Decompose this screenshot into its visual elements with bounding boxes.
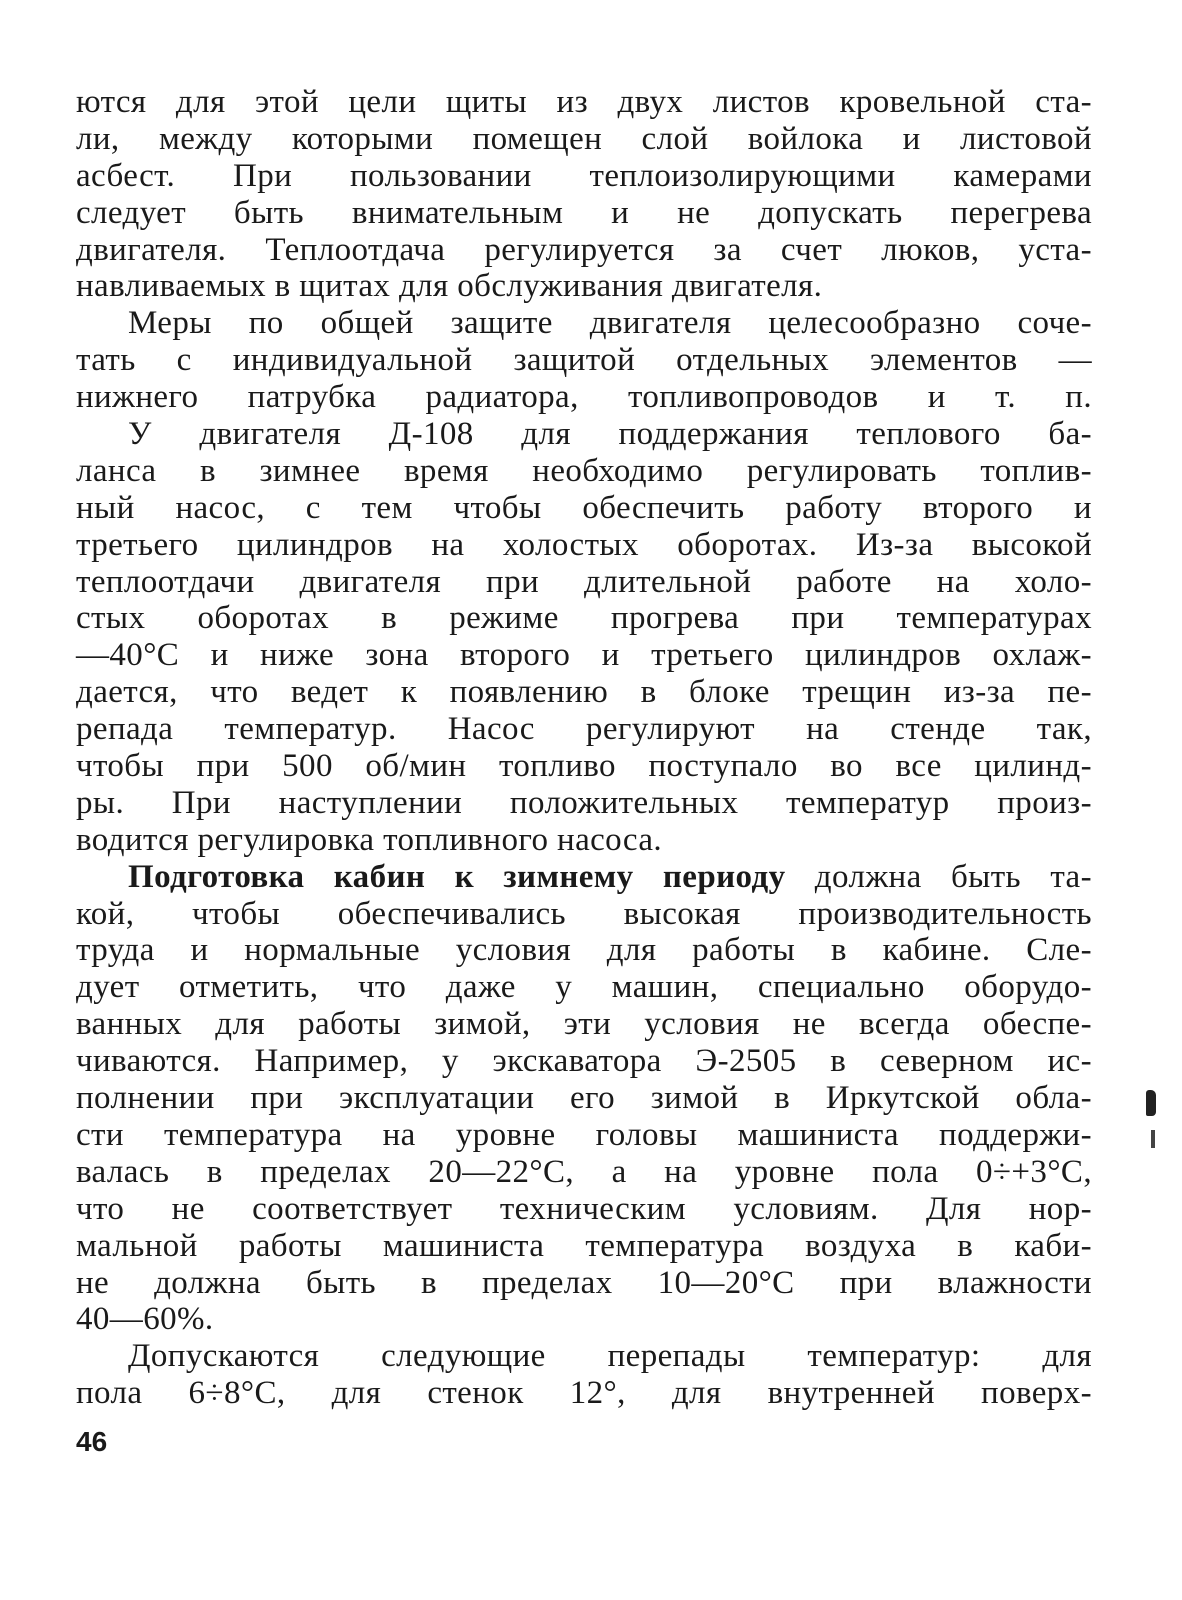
text-line: тать с индивидуальной защитой отдельных элементов — xyxy=(76,342,1092,379)
body-text xyxy=(76,84,1092,1412)
text-line: теплоотдачи двигателя при длительной работе на холо- xyxy=(76,563,1092,600)
text-line: ются для этой цели щиты из двух листов кровельной ста- xyxy=(76,84,1092,120)
text-line: мальной работы машиниста температура воздуха в каби- xyxy=(76,1227,1092,1264)
text-line: ли, между которыми помещен слой войлока и листовой xyxy=(76,120,1092,157)
text-line: пола 6÷8°С, для стенок 12°, для внутренней поверх- xyxy=(76,1375,1092,1412)
text-line: чиваются. Например, у экскаватора Э-2505 в северном ис- xyxy=(76,1043,1092,1080)
text-line: дается, что ведет к появлению в блоке трещин из-за пе- xyxy=(76,674,1092,711)
text-line: кой, чтобы обеспечивались высокая производительность xyxy=(76,895,1092,932)
text-line: асбест. При пользовании теплоизолирующими камерами xyxy=(76,157,1092,194)
text-line: третьего цилиндров на холостых оборотах. Из-за высокой xyxy=(76,526,1092,563)
text-fragment: должна быть та- xyxy=(785,858,1092,895)
text-line: Допускаются следующие перепады температур: для xyxy=(128,1338,1092,1375)
text-line: ный насос, с тем чтобы обеспечить работу второго и xyxy=(76,489,1092,526)
text-line: чтобы при 500 об/мин топливо поступало во все цилинд- xyxy=(76,748,1092,785)
text-line: 40—60%. xyxy=(76,1301,214,1338)
page-number: 46 xyxy=(76,1426,108,1457)
text-line: валась в пределах 20—22°С, а на уровне пола 0÷+3°С, xyxy=(76,1153,1092,1190)
text-line: стых оборотах в режиме прогрева при температурах xyxy=(76,600,1092,637)
text-line: ры. При наступлении положительных температур произ- xyxy=(76,784,1092,821)
text-line: ванных для работы зимой, эти условия не всегда обеспе- xyxy=(76,1006,1092,1043)
text-line: следует быть внимательным и не допускать перегрева xyxy=(76,194,1092,231)
text-line: полнении при эксплуатации его зимой в Иркутской обла- xyxy=(76,1080,1092,1117)
text-line: Меры по общей защите двигателя целесообразно соче- xyxy=(128,305,1092,342)
scan-artifact-mark xyxy=(1151,1130,1155,1148)
text-line: двигателя. Теплоотдача регулируется за счет люков, уста- xyxy=(76,231,1092,268)
text-line: что не соответствует техническим условиям. Для нор- xyxy=(76,1190,1092,1227)
text-line: не должна быть в пределах 10—20°С при влажности xyxy=(76,1264,1092,1301)
text-line xyxy=(76,859,1092,896)
text-line: труда и нормальные условия для работы в кабине. Сле- xyxy=(76,932,1092,969)
text-line: —40°С и ниже зона второго и третьего цилиндров охлаж- xyxy=(76,637,1092,674)
text-line: дует отметить, что даже у машин, специально оборудо- xyxy=(76,969,1092,1006)
text-line: водится регулировка топливного насоса. xyxy=(76,821,663,858)
text-line: навливаемых в щитах для обслуживания двигателя. xyxy=(76,268,823,305)
scan-artifact-mark xyxy=(1146,1090,1156,1116)
text-line: нижнего патрубка радиатора, топливопроводов и т. п. xyxy=(76,379,1092,416)
section-heading-inline: Подготовка кабин к зимнему периоду xyxy=(128,858,786,895)
text-line: У двигателя Д-108 для поддержания теплового ба- xyxy=(128,416,1092,453)
text-line: ланса в зимнее время необходимо регулировать топлив- xyxy=(76,452,1092,489)
text-line: сти температура на уровне головы машиниста поддержи- xyxy=(76,1116,1092,1153)
text-line: репада температур. Насос регулируют на стенде так, xyxy=(76,711,1092,748)
